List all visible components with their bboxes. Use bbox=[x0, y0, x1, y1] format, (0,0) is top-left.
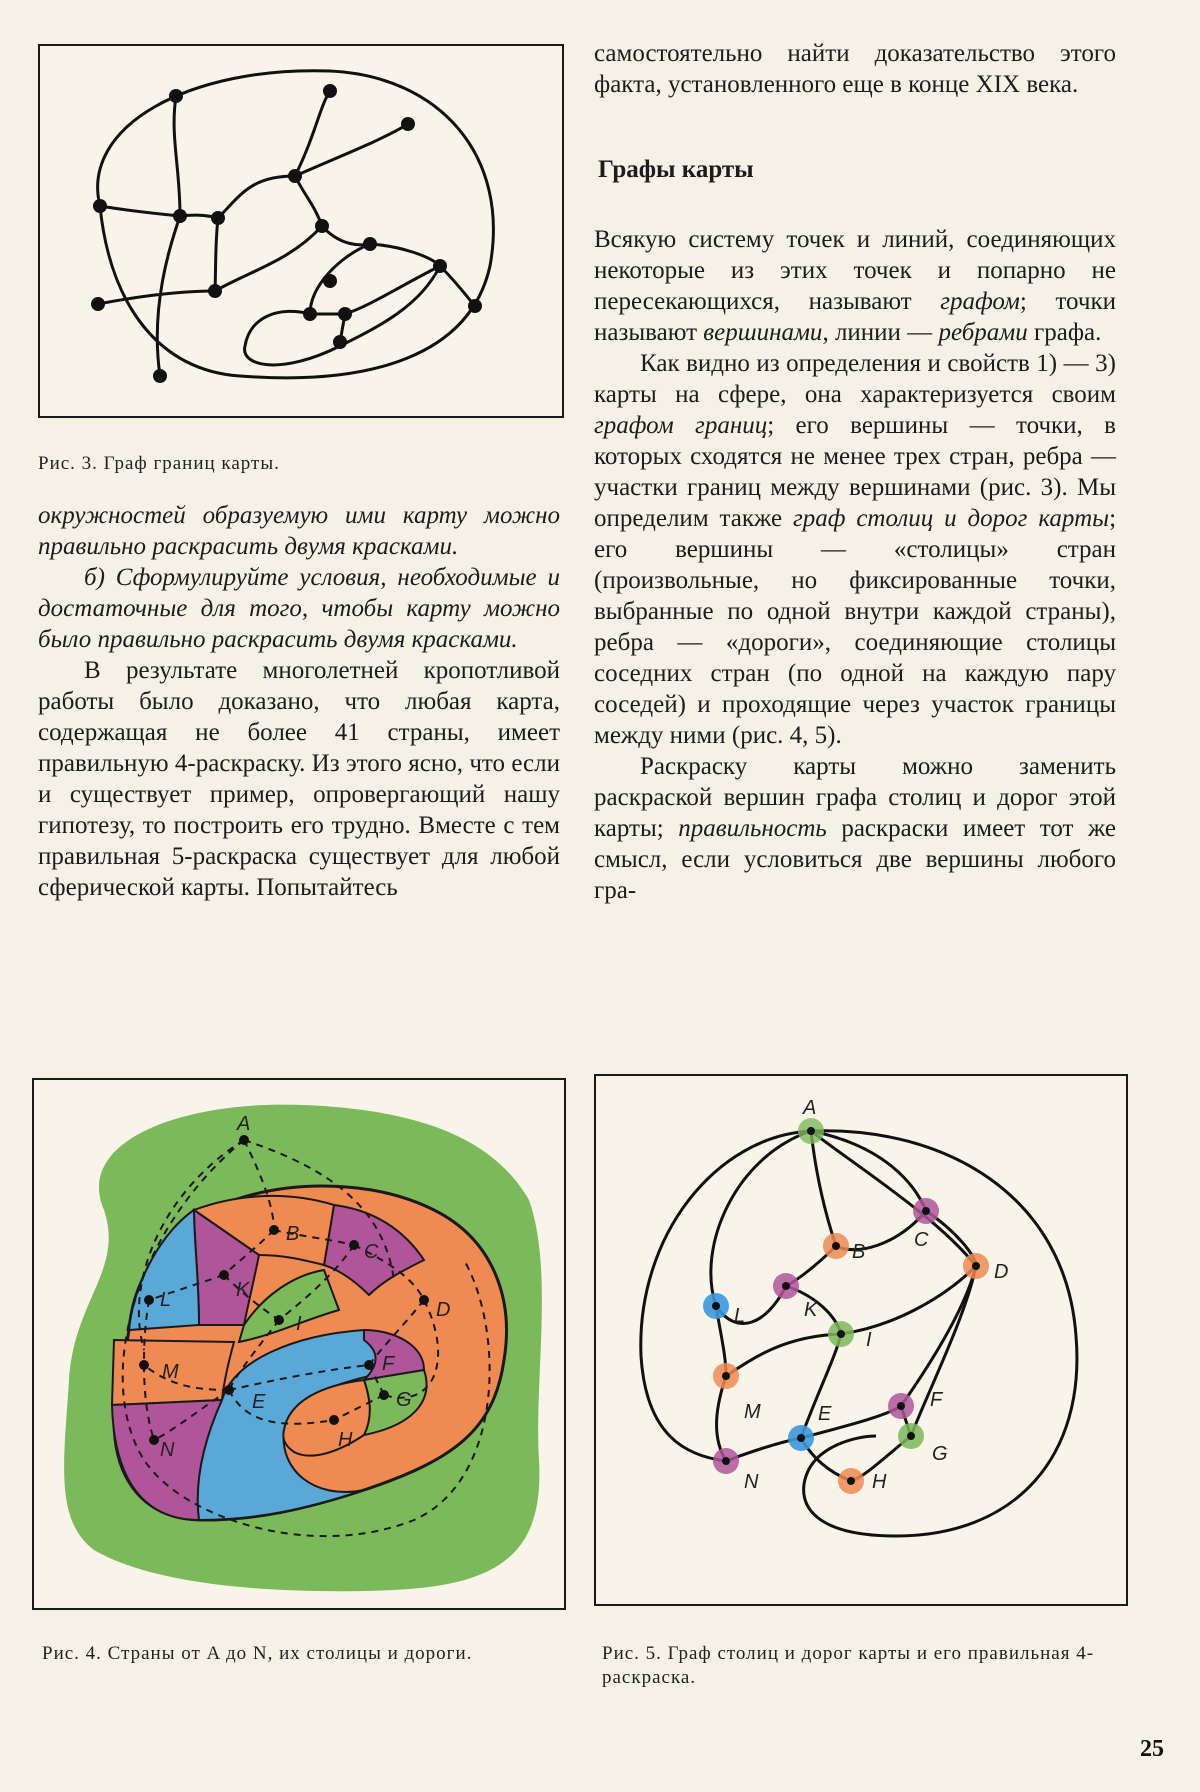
figure-5 bbox=[594, 1074, 1128, 1606]
figure-5-graph bbox=[596, 1076, 1126, 1604]
fig4-label-i: I bbox=[296, 1313, 302, 1335]
figure-4 bbox=[32, 1078, 566, 1610]
fig5-label-b: B bbox=[852, 1241, 866, 1263]
fig5-label-l: L bbox=[734, 1305, 746, 1327]
right-paragraph-2: Как видно из определения и свойств 1) — 3) карты на сфере, она характеризуется своим графом границ; его вершины — точки, в которых сходятся не менее трех стран, ребра — участки границ между вершинами (рис. 3). Мы определим также граф столиц и дорог карты; его вершины — «столицы» стран (произвольные, но фиксированные точки, выбранные по одной внутри каждой страны), ребра — «дороги», соединяющие столицы соседних стран (по одной на каждую пару соседей) и проходящие через участок границы между ними (рис. 4, 5). bbox=[594, 350, 1117, 749]
figure-3-graph bbox=[40, 46, 562, 416]
left-paragraph-2: б) Сформулируйте условия, необходимые и достаточные для того, чтобы карту можно было правильно раскрасить двумя красками. bbox=[38, 564, 560, 653]
fig4-label-e: E bbox=[252, 1391, 266, 1413]
fig5-label-g: G bbox=[932, 1443, 948, 1465]
left-paragraph-3: В результате многолетней кропотливой работы было доказано, что любая карта, содержащая не более 41 страны, имеет правильную 4-раскраску. Из этого ясно, что если и существует пример, опровергающий нашу гипотезу, то построить его трудно. Вместе с тем правильная 5-раскраска существует для любой сферической карты. Попытайтесь bbox=[38, 657, 560, 901]
fig4-label-d: D bbox=[436, 1299, 451, 1321]
right-column-intro bbox=[594, 38, 1116, 100]
right-intro: самостоятельно найти доказательство этого факта, установленного еще в конце XIX века. bbox=[594, 40, 1116, 98]
fig4-label-h: H bbox=[338, 1429, 353, 1451]
fig4-label-b: B bbox=[286, 1223, 300, 1245]
left-paragraph-1: окружностей образуемую ими карту можно правильно раскрасить двумя красками. bbox=[38, 502, 560, 560]
fig4-label-c: C bbox=[364, 1241, 379, 1263]
fig4-label-g: G bbox=[396, 1389, 412, 1411]
fig4-label-k: K bbox=[236, 1279, 250, 1301]
fig4-label-a: A bbox=[237, 1113, 251, 1135]
fig4-label-f: F bbox=[382, 1353, 395, 1375]
fig5-label-e: E bbox=[818, 1403, 832, 1425]
figure-3-caption: Рис. 3. Граф границ карты. bbox=[38, 453, 280, 474]
section-heading: Графы карты bbox=[598, 156, 754, 183]
left-column bbox=[38, 500, 560, 903]
fig5-label-k: K bbox=[804, 1299, 818, 1321]
right-paragraph-3: Раскраску карты можно заменить раскраской вершин графа столиц и дорог этой карты; правильность раскраски имеет тот же смысл, если условиться две вершины любого гра- bbox=[594, 753, 1117, 904]
fig5-label-i: I bbox=[866, 1329, 872, 1351]
fig5-label-d: D bbox=[994, 1261, 1009, 1283]
fig4-label-n: N bbox=[160, 1439, 175, 1461]
figure-4-caption: Рис. 4. Страны от A до N, их столицы и дороги. bbox=[42, 1643, 473, 1664]
right-paragraph-1: Всякую систему точек и линий, соединяющих некоторые из этих точек и попарно не пересекающихся, называют графом; точки называют вершинами, линии — ребрами графа. bbox=[594, 226, 1116, 346]
fig4-label-l: L bbox=[160, 1289, 172, 1311]
page-number: 25 bbox=[1140, 1736, 1164, 1762]
figure-3 bbox=[38, 44, 564, 418]
fig5-label-f: F bbox=[930, 1389, 943, 1411]
fig5-label-c: C bbox=[914, 1229, 929, 1251]
figure-4-map bbox=[34, 1080, 564, 1608]
figure-5-caption: Рис. 5. Граф столиц и дорог карты и его правильная 4-раскраска. bbox=[602, 1643, 1095, 1688]
right-column bbox=[594, 224, 1116, 906]
fig5-label-h: H bbox=[872, 1471, 887, 1493]
fig5-label-a: A bbox=[803, 1097, 817, 1119]
fig5-label-m: M bbox=[744, 1401, 761, 1423]
fig5-label-n: N bbox=[744, 1471, 759, 1493]
fig4-label-m: M bbox=[162, 1361, 179, 1383]
